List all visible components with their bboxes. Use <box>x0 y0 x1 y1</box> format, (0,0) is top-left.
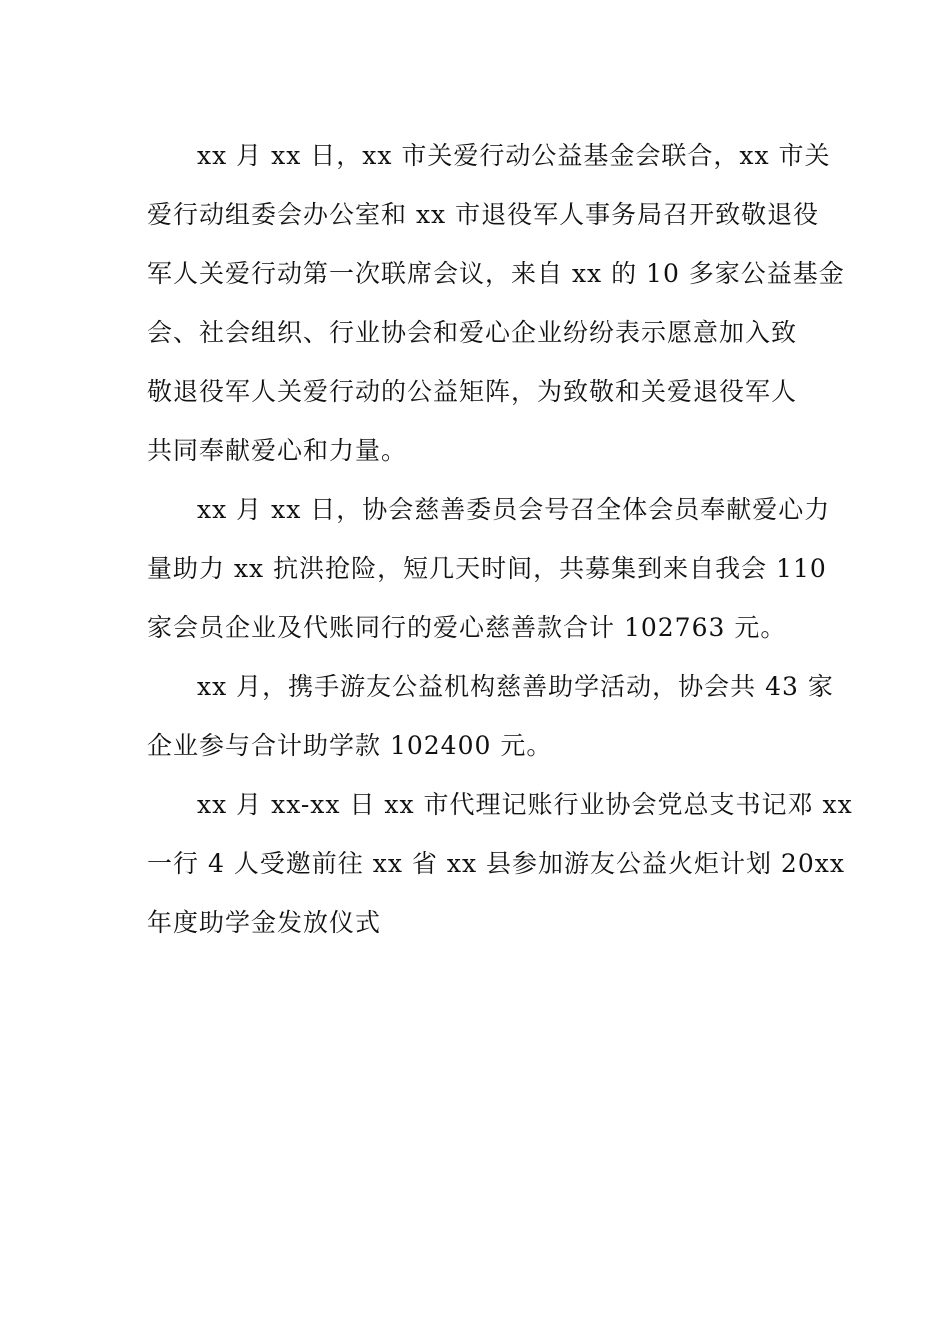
text-line: xx 月 xx 日，xx 市关爱行动公益基金会联合，xx 市关 <box>197 141 831 170</box>
text-line: 一行 4 人受邀前往 xx 省 xx 县参加游友公益火炬计划 20xx <box>147 849 845 878</box>
paragraph-4 <box>147 775 853 952</box>
paragraph-2 <box>147 480 831 657</box>
text-line: 企业参与合计助学款 102400 元。 <box>147 731 553 760</box>
text-line: 军人关爱行动第一次联席会议，来自 xx 的 10 多家公益基金 <box>147 259 845 288</box>
text-line: 共同奉献爱心和力量。 <box>147 436 408 465</box>
text-line: 年度助学金发放仪式 <box>147 908 382 937</box>
text-line: 量助力 xx 抗洪抢险，短几天时间，共募集到来自我会 110 <box>147 554 827 583</box>
text-line: xx 月 xx 日，协会慈善委员会号召全体会员奉献爱心力 <box>197 495 831 524</box>
document-body <box>147 126 853 952</box>
text-line: xx 月 xx-xx 日 xx 市代理记账行业协会党总支书记邓 xx <box>197 790 853 819</box>
text-line: 家会员企业及代账同行的爱心慈善款合计 102763 元。 <box>147 613 787 642</box>
paragraph-1 <box>147 126 845 480</box>
text-line: 爱行动组委会办公室和 xx 市退役军人事务局召开致敬退役 <box>147 200 820 229</box>
text-line: 敬退役军人关爱行动的公益矩阵，为致敬和关爱退役军人 <box>147 377 798 406</box>
text-line: 会、社会组织、行业协会和爱心企业纷纷表示愿意加入致 <box>147 318 798 347</box>
text-line: xx 月，携手游友公益机构慈善助学活动，协会共 43 家 <box>197 672 834 701</box>
paragraph-3 <box>147 657 834 775</box>
